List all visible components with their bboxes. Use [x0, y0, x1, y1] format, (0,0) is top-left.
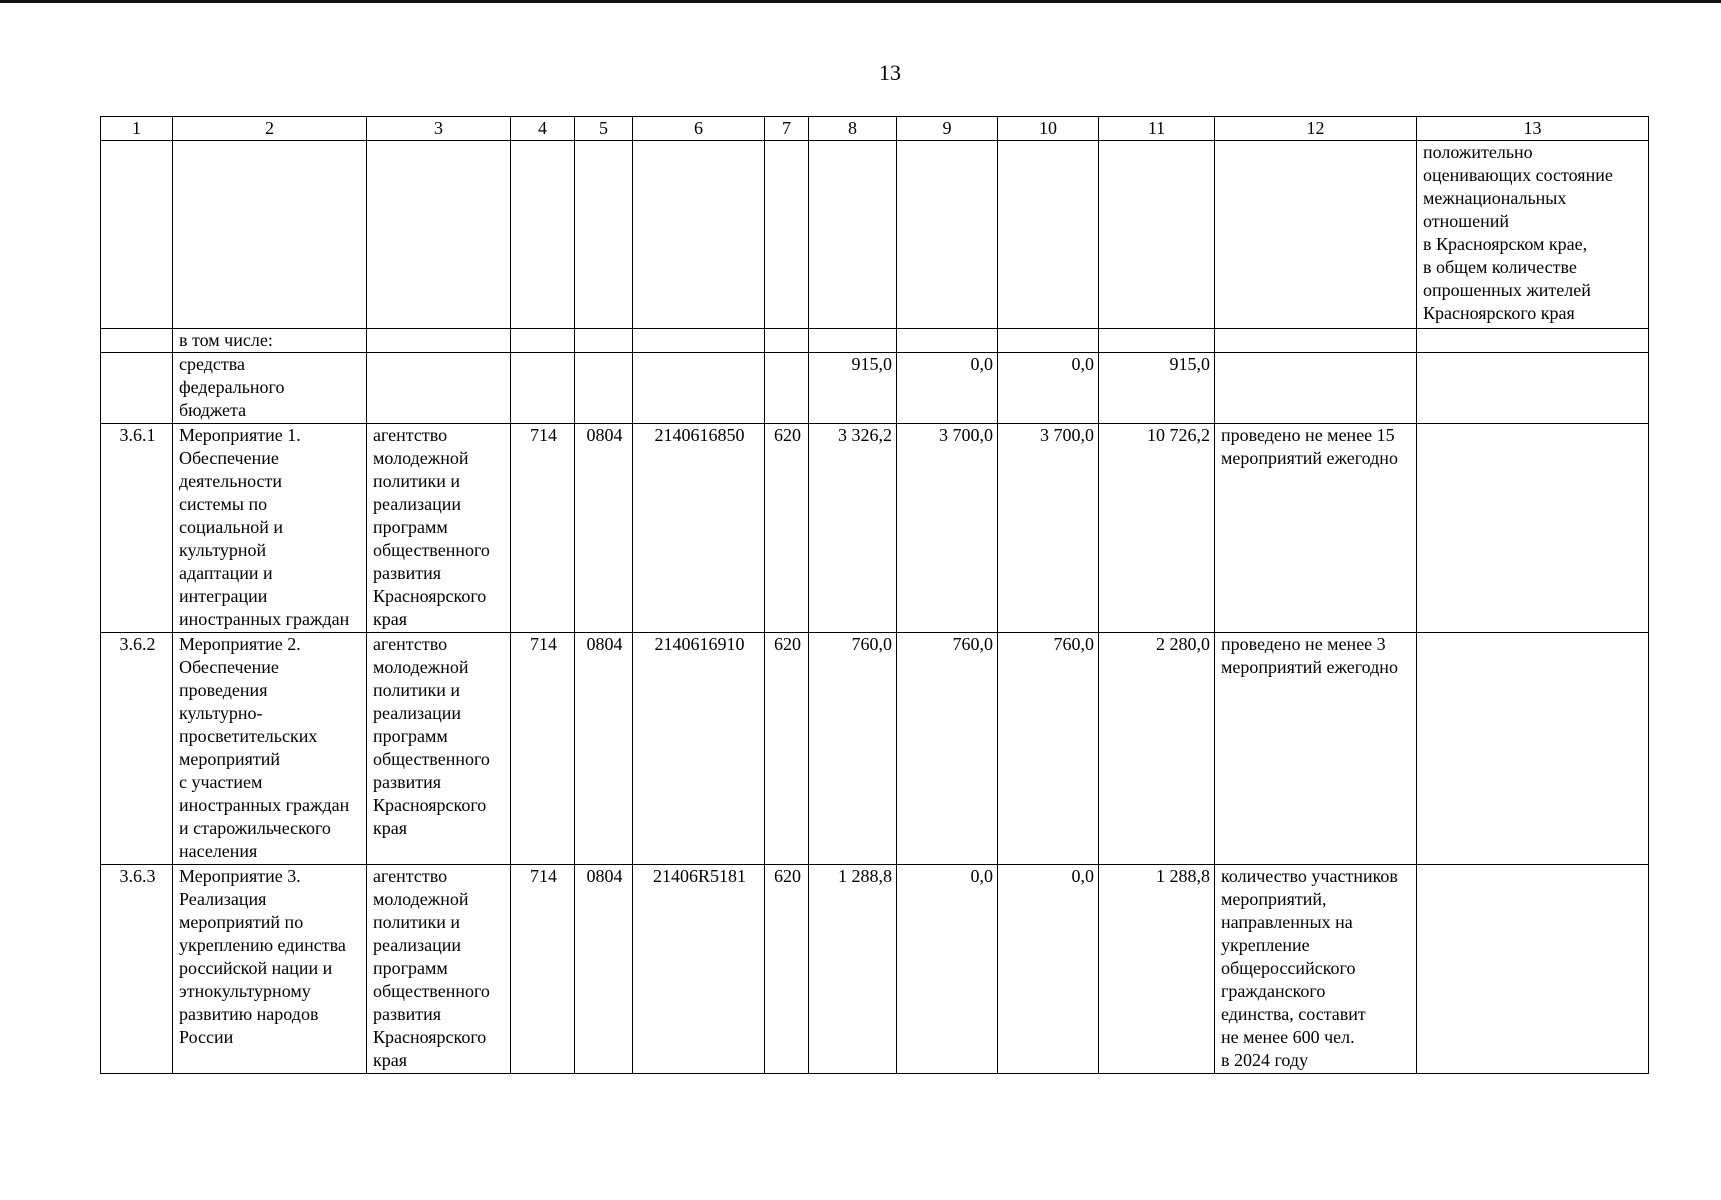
column-header: 5 — [575, 117, 633, 141]
amount-2023: 760,0 — [897, 633, 998, 865]
amount-2024: 3 700,0 — [998, 424, 1099, 633]
scan-top-edge — [0, 0, 1721, 3]
including-label: в том числе: — [173, 329, 367, 353]
agency-name: агентство молодежной политики и реализации программ общественного развития Красноярского края — [367, 424, 511, 633]
code-grbs: 714 — [511, 424, 575, 633]
row-number: 3.6.2 — [101, 633, 173, 865]
column-header: 10 — [998, 117, 1099, 141]
code-section: 0804 — [575, 865, 633, 1074]
code-grbs: 714 — [511, 633, 575, 865]
expected-result: проведено не менее 3 мероприятий ежегодно — [1215, 633, 1417, 865]
column-header: 12 — [1215, 117, 1417, 141]
column-header: 4 — [511, 117, 575, 141]
activity-name: Мероприятие 2. Обеспечение проведения культурно- просветительских мероприятий с участием иностранных граждан и старожильческого населения — [173, 633, 367, 865]
column-header: 11 — [1099, 117, 1215, 141]
amount-2022: 915,0 — [809, 353, 897, 424]
column-header: 8 — [809, 117, 897, 141]
activity-name: Мероприятие 1. Обеспечение деятельности системы по социальной и культурной адаптации и интеграции иностранных граждан — [173, 424, 367, 633]
amount-2023: 0,0 — [897, 353, 998, 424]
amount-2022: 3 326,2 — [809, 424, 897, 633]
expected-result: количество участников мероприятий, направленных на укрепление общероссийского гражданского единства, составит не менее 600 чел. в 2024 году — [1215, 865, 1417, 1074]
row-number: 3.6.3 — [101, 865, 173, 1074]
column-header: 1 — [101, 117, 173, 141]
amount-2023: 3 700,0 — [897, 424, 998, 633]
row-number: 3.6.1 — [101, 424, 173, 633]
amount-2022: 1 288,8 — [809, 865, 897, 1074]
code-expense-type: 620 — [765, 633, 809, 865]
indicator-cell — [1417, 424, 1649, 633]
code-expense-type: 620 — [765, 865, 809, 1074]
indicator-cell — [1417, 633, 1649, 865]
amount-2024: 0,0 — [998, 353, 1099, 424]
page-number: 13 — [879, 60, 901, 85]
column-header: 3 — [367, 117, 511, 141]
code-grbs: 714 — [511, 865, 575, 1074]
code-section: 0804 — [575, 424, 633, 633]
code-target: 2140616910 — [633, 633, 765, 865]
activity-name: Мероприятие 3. Реализация мероприятий по укреплению единства российской нации и этнокультурному развитию народов России — [173, 865, 367, 1074]
code-target: 2140616850 — [633, 424, 765, 633]
table-row — [101, 633, 1649, 865]
amount-2022: 760,0 — [809, 633, 897, 865]
agency-name: агентство молодежной политики и реализации программ общественного развития Красноярского края — [367, 633, 511, 865]
column-header: 7 — [765, 117, 809, 141]
indicator-text: положительно оценивающих состояние межнациональных отношений в Красноярском крае, в общем количестве опрошенных жителей Красноярского края — [1417, 141, 1649, 329]
table-row — [101, 865, 1649, 1074]
amount-2023: 0,0 — [897, 865, 998, 1074]
table-row — [101, 424, 1649, 633]
code-target: 21406R5181 — [633, 865, 765, 1074]
amount-total: 1 288,8 — [1099, 865, 1215, 1074]
agency-name: агентство молодежной политики и реализации программ общественного развития Красноярского края — [367, 865, 511, 1074]
code-section: 0804 — [575, 633, 633, 865]
amount-total: 10 726,2 — [1099, 424, 1215, 633]
continuation-row — [101, 141, 1649, 329]
column-header: 2 — [173, 117, 367, 141]
column-number-row — [101, 117, 1649, 141]
column-header: 13 — [1417, 117, 1649, 141]
federal-budget-row — [101, 353, 1649, 424]
amount-total: 2 280,0 — [1099, 633, 1215, 865]
amount-2024: 760,0 — [998, 633, 1099, 865]
expected-result: проведено не менее 15 мероприятий ежегодно — [1215, 424, 1417, 633]
column-header: 6 — [633, 117, 765, 141]
column-header: 9 — [897, 117, 998, 141]
federal-budget-label: средства федерального бюджета — [173, 353, 367, 424]
amount-total: 915,0 — [1099, 353, 1215, 424]
including-row — [101, 329, 1649, 353]
budget-table — [100, 116, 1649, 1074]
amount-2024: 0,0 — [998, 865, 1099, 1074]
indicator-cell — [1417, 865, 1649, 1074]
code-expense-type: 620 — [765, 424, 809, 633]
